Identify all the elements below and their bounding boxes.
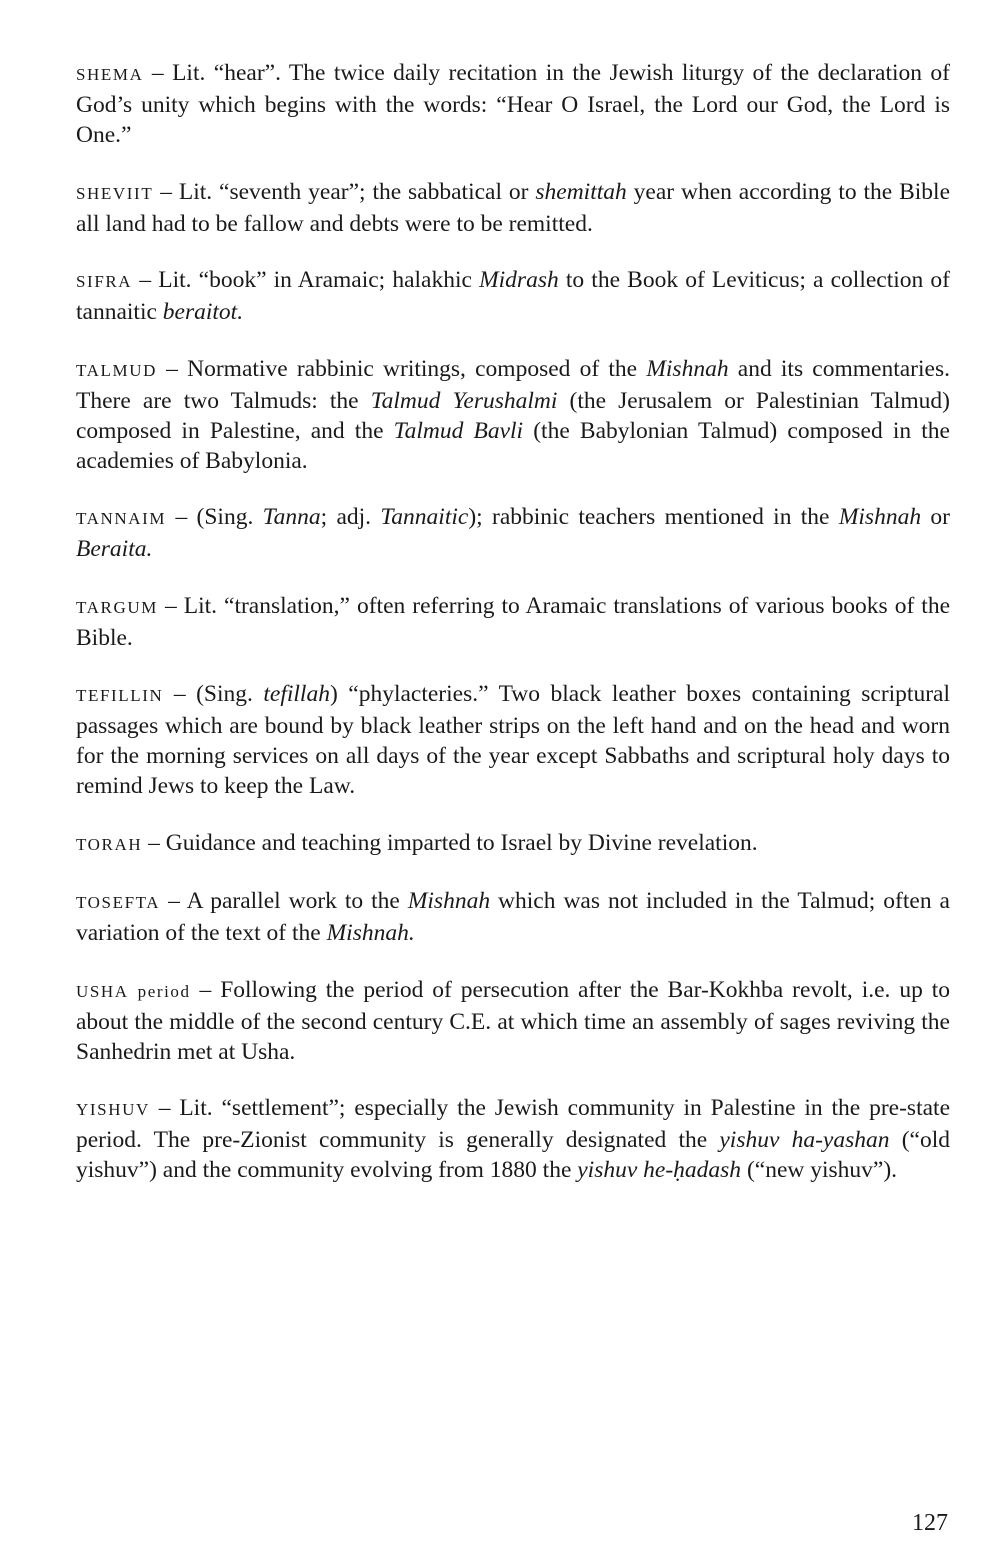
definition-text: Lit. “hear”. The twice daily recitation in the Jewish liturgy of the declaration of God’s unity which begins with the words: “Hear O Israel, the Lord our God, the Lord is One.” bbox=[76, 60, 950, 148]
italic-term: Talmud Bavli bbox=[393, 417, 524, 444]
definition-text: (the Babylonian Talmud) composed in the academies of Babylonia. bbox=[76, 417, 950, 474]
definition-text: (the Jerusalem or Palestinian Talmud) composed in Palestine, and the bbox=[76, 387, 950, 444]
definition-text: (“new yishuv”). bbox=[741, 1157, 898, 1183]
glossary-entry-sifra: SIFRA – Lit. “book” in Aramaic; halakhic Midrash to the Book of Leviticus; a collection of tannaitic beraitot. bbox=[76, 267, 950, 325]
glossary-entry-torah: TORAH – Guidance and teaching imparted to Israel by Divine revelation. bbox=[76, 829, 758, 856]
definition-text: (Sing. bbox=[196, 504, 263, 530]
italic-term: Midrash bbox=[479, 267, 559, 293]
italic-term: beraitot. bbox=[162, 299, 244, 325]
definition-text: or bbox=[921, 504, 950, 530]
definition-text: Lit. “seventh year”; the sabbatical or bbox=[178, 178, 536, 205]
definition-text: ) “phylacteries.” Two black leather boxes containing scriptural passages which are bound by black leather strips on the left hand and on the head and worn for the morning services on all days of the year except Sabbaths and scriptural holy days to remind Jews to keep the Law. bbox=[76, 681, 950, 799]
glossary-entry-targum: TARGUM – Lit. “translation,” often referring to Aramaic translations of various books of the Bible. bbox=[76, 592, 951, 651]
definition-text: Normative rabbinic writings, composed of the bbox=[187, 355, 647, 382]
glossary-entry-usha: USHA period – Following the period of persecution after the Bar-Kokhba revolt, i.e. up to about the middle of the second century C.E. at which time an assembly of sages reviving the Sanhedrin met at Usha. bbox=[76, 976, 951, 1065]
definition-text: (Sing. bbox=[196, 681, 264, 707]
definition-text: ); rabbinic teachers mentioned in the bbox=[468, 504, 839, 530]
italic-term: yishuv ha-yashan bbox=[719, 1127, 890, 1153]
italic-term: Talmud Yerushalmi bbox=[370, 387, 558, 414]
glossary-entry-tosefta: TOSEFTA – A parallel work to the Mishnah which was not included in the Talmud; often a variation of the text of the Mishnah. bbox=[76, 888, 950, 946]
glossary-list bbox=[76, 58, 950, 1212]
glossary-entry-tefillin: TEFILLIN – (Sing. tefillah) “phylacteries.” Two black leather boxes containing scriptural passages which are bound by black leather strips on the left hand and on the head and worn for the morning services on all days of the year except Sabbaths and scriptural holy days to remind Jews to keep the Law. bbox=[76, 681, 950, 799]
glossary-term-suffix: period bbox=[137, 981, 191, 1001]
glossary-entry-talmud: TALMUD – Normative rabbinic writings, composed of the Mishnah and its commentaries. There are two Talmuds: the Talmud Yerushalmi (the Jerusalem or Palestinian Talmud) composed in Palestine, and the Talmud Bavli (the Babylonian Talmud) composed in the academies of Babylonia. bbox=[76, 355, 950, 474]
glossary-term: YISHUV bbox=[76, 1100, 150, 1119]
definition-text: Lit. “settlement”; especially the Jewish community in Palestine in the pre-state period. The pre-Zionist community is generally designated the bbox=[76, 1095, 950, 1153]
definition-text: ; adj. bbox=[320, 504, 381, 530]
italic-term: shemittah bbox=[535, 178, 627, 205]
glossary-term: TOSEFTA bbox=[76, 893, 161, 912]
glossary-entry-shema: SHEMA – Lit. “hear”. The twice daily recitation in the Jewish liturgy of the declaration of God’s unity which begins with the words: “Hear O Israel, the Lord our God, the Lord is One.” bbox=[76, 60, 950, 148]
glossary-term: SHEMA bbox=[76, 65, 144, 84]
glossary-entry-sheviit: SHEVIIT – Lit. “seventh year”; the sabbatical or shemittah year when according to the Bible all land had to be fallow and debts were to be remitted. bbox=[76, 178, 951, 237]
definition-text: Guidance and teaching imparted to Israel by Divine revelation. bbox=[165, 829, 758, 856]
definition-text: year when according to the Bible all land had to be fallow and debts were to be remitted. bbox=[76, 178, 951, 237]
glossary-term: TORAH bbox=[76, 834, 143, 854]
glossary-term: SHEVIIT bbox=[76, 183, 154, 203]
definition-text: to the Book of Leviticus; a collection of tannaitic bbox=[76, 267, 950, 325]
italic-term: Mishnah bbox=[838, 504, 922, 530]
definition-text: Following the period of persecution after the Bar-Kokhba revolt, i.e. up to about the middle of the second century C.E. at which time an assembly of sages reviving the Sanhedrin met at Usha. bbox=[76, 976, 951, 1065]
italic-term: Tanna bbox=[262, 504, 321, 530]
italic-term: tefillah bbox=[263, 681, 330, 707]
glossary-term: TARGUM bbox=[76, 597, 158, 617]
definition-text: (“old yishuv”) and the community evolving from 1880 the bbox=[76, 1127, 950, 1183]
glossary-term: TEFILLIN bbox=[76, 686, 164, 705]
definition-text: A parallel work to the bbox=[186, 888, 408, 914]
italic-term: Tannaitic bbox=[380, 504, 469, 530]
italic-term: Beraita. bbox=[76, 536, 153, 562]
definition-text: Lit. “translation,” often referring to Aramaic translations of various books of the Bible. bbox=[76, 592, 951, 651]
definition-text: and its commentaries. There are two Talmuds: the bbox=[76, 355, 950, 414]
glossary-term: TALMUD bbox=[76, 360, 157, 380]
glossary-term: SIFRA bbox=[76, 272, 133, 291]
italic-term: Mishnah bbox=[407, 888, 491, 914]
italic-term: Mishnah bbox=[646, 355, 729, 382]
glossary-entry-yishuv: YISHUV – Lit. “settlement”; especially the Jewish community in Palestine in the pre-state period. The pre-Zionist community is generally designated the yishuv ha-yashan (“old yishuv”) and the community evolving from 1880 the yishuv he-ḥadash (“new yishuv”). bbox=[76, 1095, 950, 1183]
glossary-term: TANNAIM bbox=[76, 509, 167, 528]
definition-text: which was not included in the Talmud; often a variation of the text of the bbox=[76, 888, 950, 946]
glossary-term: USHA bbox=[76, 981, 129, 1001]
page-number: 127 bbox=[912, 1510, 948, 1536]
glossary-entry-tannaim: TANNAIM – (Sing. Tanna; adj. Tannaitic); rabbinic teachers mentioned in the Mishnah or Beraita. bbox=[76, 504, 950, 562]
definition-text: Lit. “book” in Aramaic; halakhic bbox=[158, 267, 480, 293]
italic-term: Mishnah. bbox=[326, 920, 415, 946]
italic-term: yishuv he-ḥadash bbox=[577, 1157, 742, 1183]
